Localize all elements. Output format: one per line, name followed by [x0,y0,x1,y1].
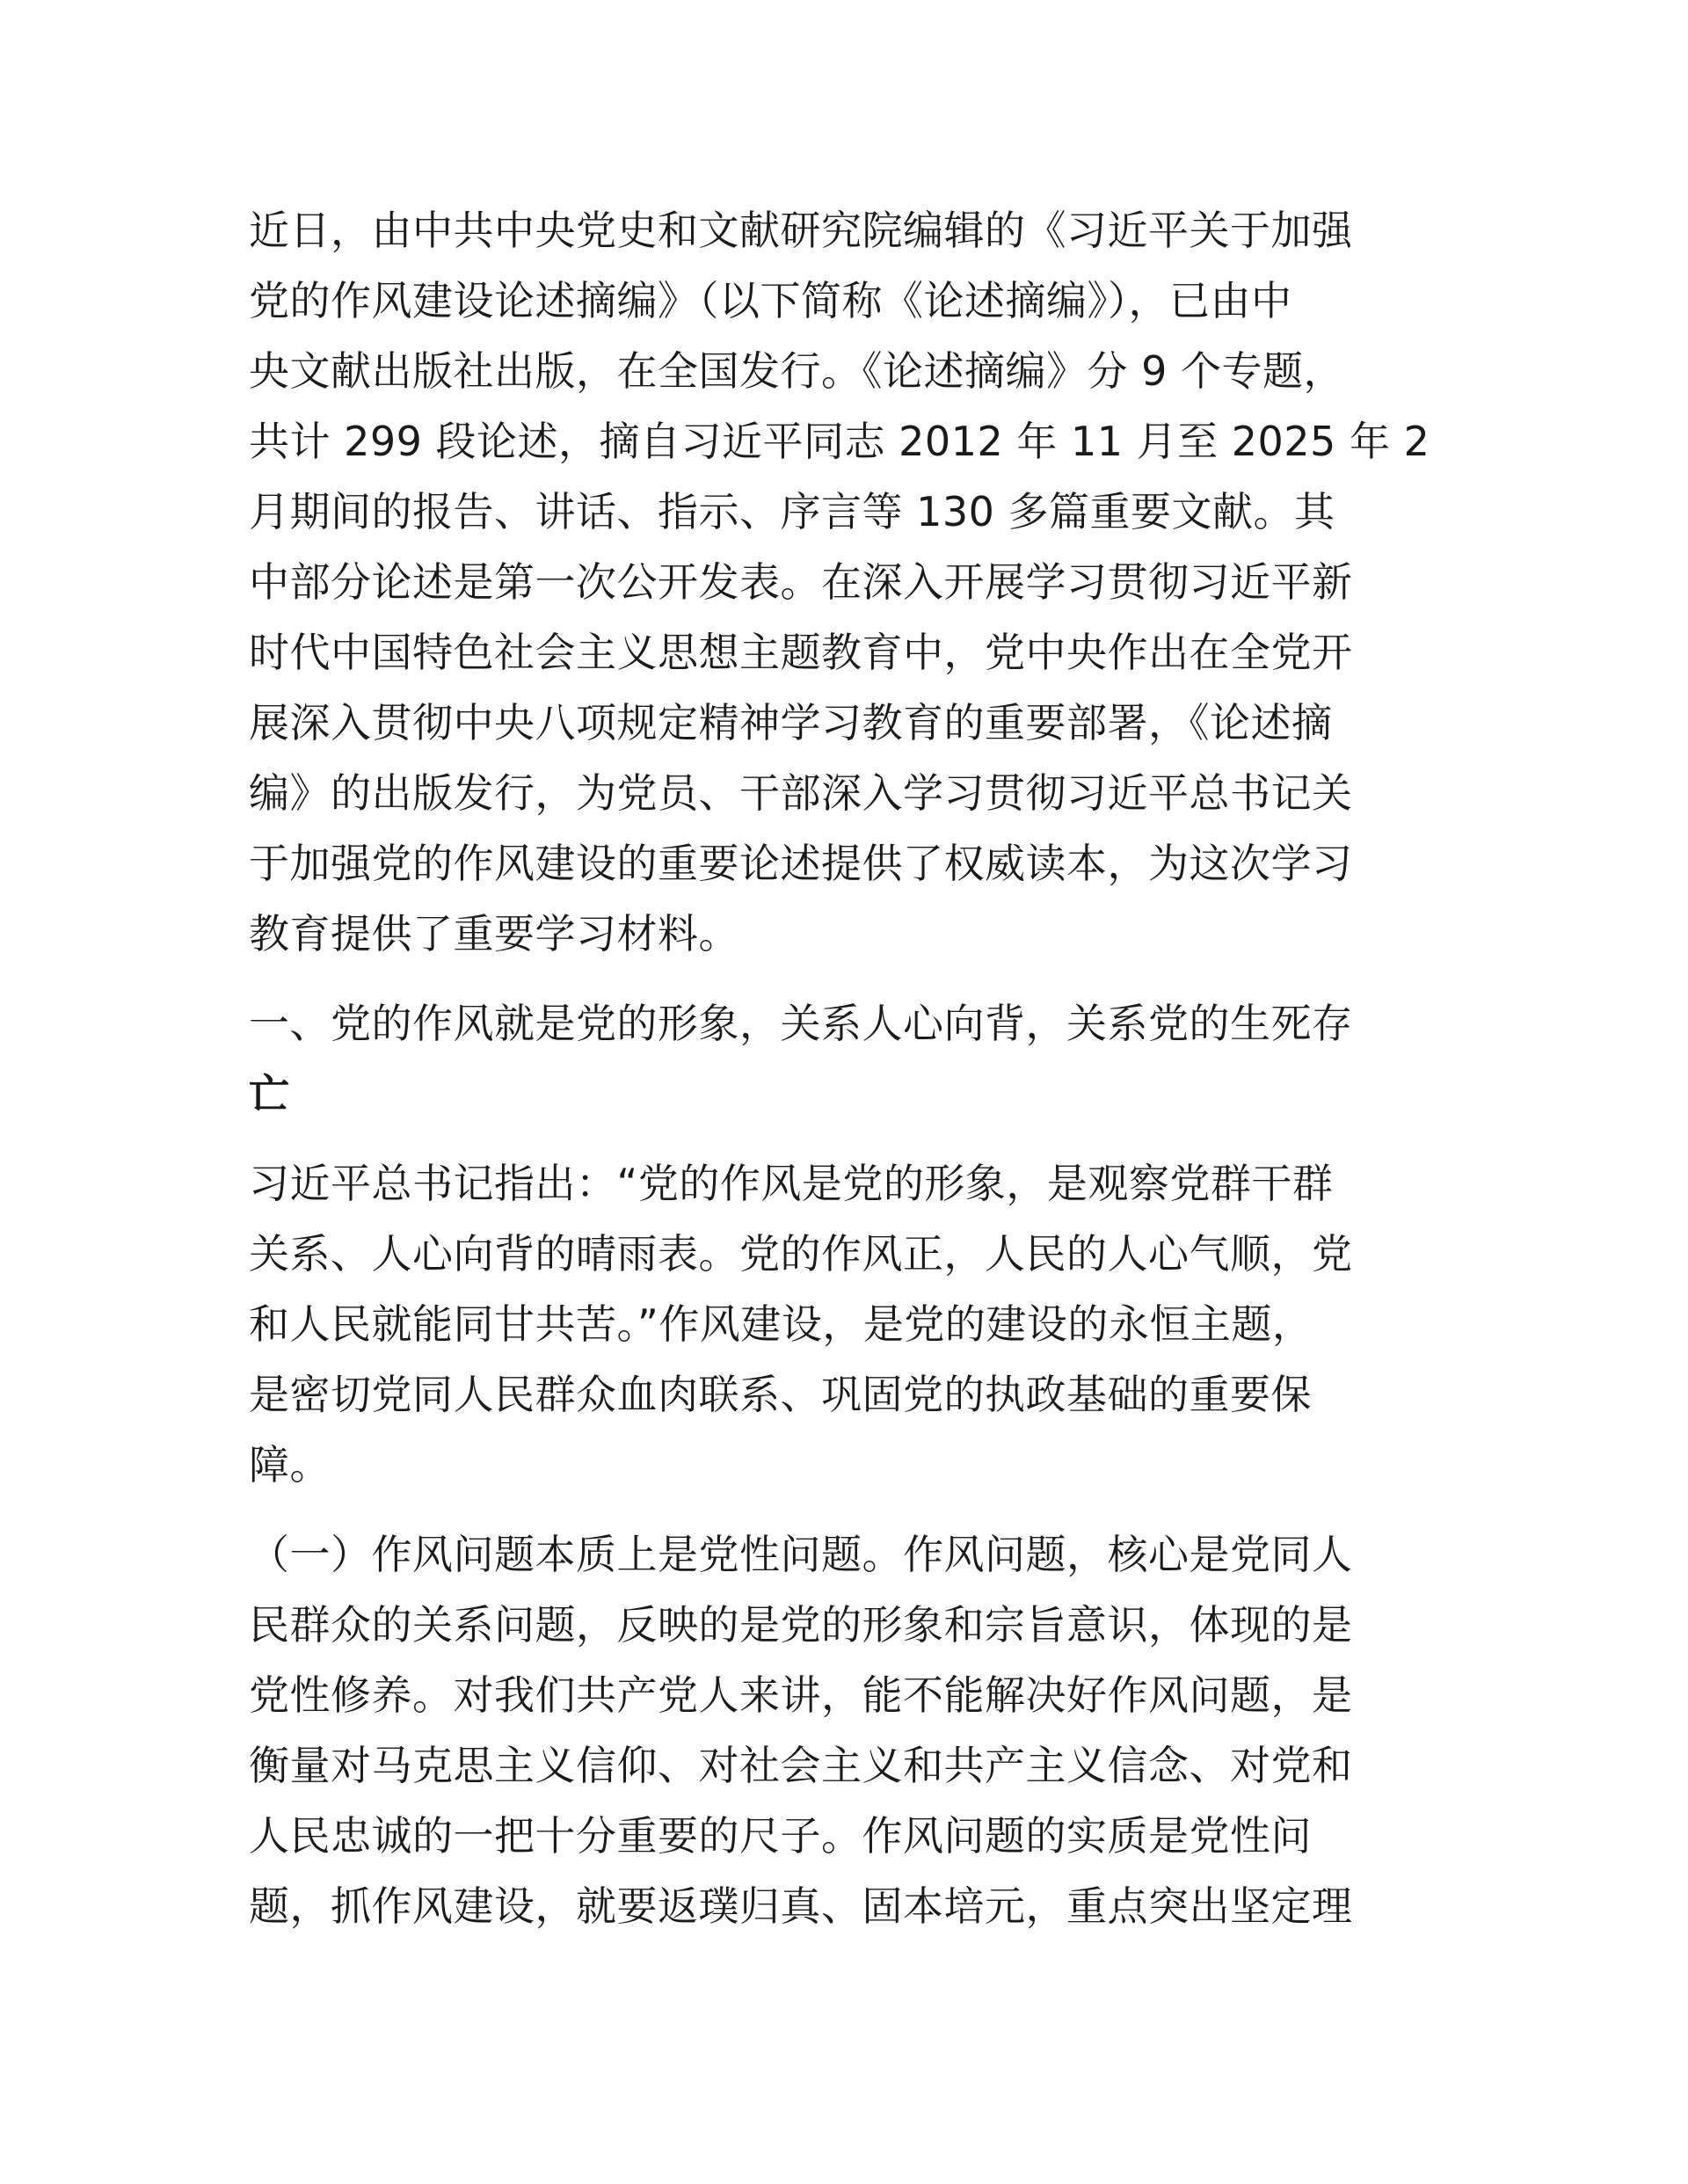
text-line: 于加强党的作风建设的重要论述提供了权威读本，为这次学习 [249,840,1353,887]
text-line: 编》的出版发行，为党员、干部深入学习贯彻习近平总书记关 [249,769,1353,817]
text-line: 月期间的报告、讲话、指示、序言等 130 多篇重要文献。其 [249,488,1335,535]
text-line: 中部分论述是第一次公开发表。在深入开展学习贯彻习近平新 [249,558,1353,606]
quote-paragraph [249,1148,1431,1500]
section-heading [249,988,1431,1129]
heading-line: 一、党的作风就是党的形象，关系人心向背，关系党的生死存 [249,1000,1353,1047]
text-line: 展深入贯彻中央八项规定精神学习教育的重要部署，《论述摘 [249,699,1333,746]
text-line: 关系、人心向背的晴雨表。党的作风正，人民的人心气顺，党 [249,1230,1353,1278]
document-page [249,195,1431,1961]
text-line: 民群众的关系问题，反映的是党的形象和宗旨意识，体现的是 [249,1601,1353,1649]
text-line: 党的作风建设论述摘编》（以下简称《论述摘编》），已由中 [249,277,1292,324]
text-line: 题，抓作风建设，就要返璞归真、固本培元，重点突出坚定理 [249,1882,1353,1930]
text-line: 障。 [249,1441,331,1489]
text-line: 教育提供了重要学习材料。 [249,910,739,957]
intro-paragraph [249,195,1431,969]
text-line: 人民忠诚的一把十分重要的尺子。作风问题的实质是党性问 [249,1812,1312,1860]
text-line: 和人民就能同甘共苦。”作风建设，是党的建设的永恒主题， [249,1300,1313,1348]
text-line: 党性修养。对我们共产党人来讲，能不能解决好作风问题，是 [249,1671,1353,1719]
text-line: 是密切党同人民群众血肉联系、巩固党的执政基础的重要保 [249,1371,1312,1418]
subsection-paragraph [249,1519,1431,1941]
heading-line: 亡 [249,1070,290,1117]
text-line: （一）作风问题本质上是党性问题。作风问题，核心是党同人 [249,1531,1353,1578]
text-line: 衡量对马克思主义信仰、对社会主义和共产主义信念、对党和 [249,1742,1353,1789]
text-line: 近日，由中共中央党史和文献研究院编辑的《习近平关于加强 [249,207,1353,254]
text-line: 央文献出版社出版，在全国发行。《论述摘编》分 9 个专题， [249,347,1345,395]
text-line: 共计 299 段论述，摘自习近平同志 2012 年 11 月至 2025 年 2 [249,418,1430,465]
text-line: 时代中国特色社会主义思想主题教育中，党中央作出在全党开 [249,629,1353,676]
text-line: 习近平总书记指出：“党的作风是党的形象，是观察党群干群 [249,1160,1334,1207]
